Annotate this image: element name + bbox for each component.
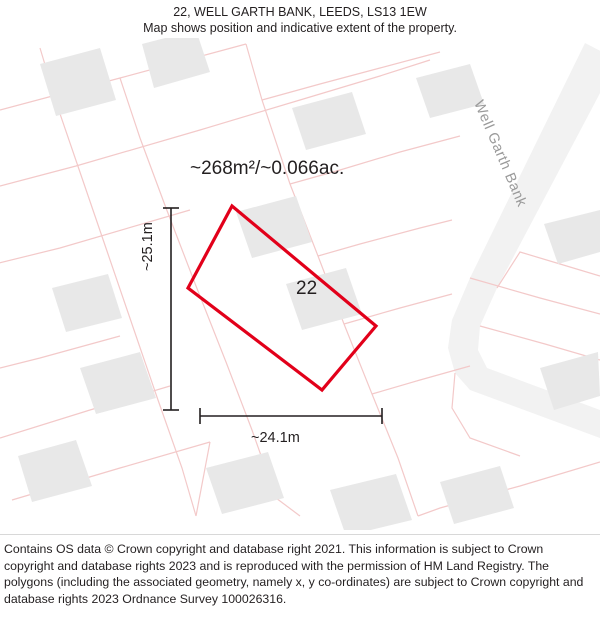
- vertical-dimension-label: ~25.1m: [140, 222, 156, 271]
- plot-number-label: 22: [296, 278, 318, 299]
- plot-area-label: ~268m²/~0.066ac.: [190, 158, 345, 179]
- copyright-text: Contains OS data © Crown copyright and database right 2021. This information is subject to Crown copyright and database rights 2023 and is reproduced with the permission of HM Land Registry. The polygons (including the associated geometry, namely x, y co-ordinates) are subject to Crown copyright and database rights 2023 Ordnance Survey 100026316.: [4, 542, 584, 606]
- page-subtitle: Map shows position and indicative extent of the property.: [143, 21, 457, 35]
- copyright-footer: [0, 534, 600, 625]
- map-header: [0, 0, 600, 40]
- street-name-label: Well Garth Bank: [470, 98, 530, 210]
- horizontal-dimension-label: ~24.1m: [251, 430, 300, 446]
- page-title: 22, WELL GARTH BANK, LEEDS, LS13 1EW: [173, 5, 427, 19]
- map-canvas[interactable]: [0, 38, 600, 530]
